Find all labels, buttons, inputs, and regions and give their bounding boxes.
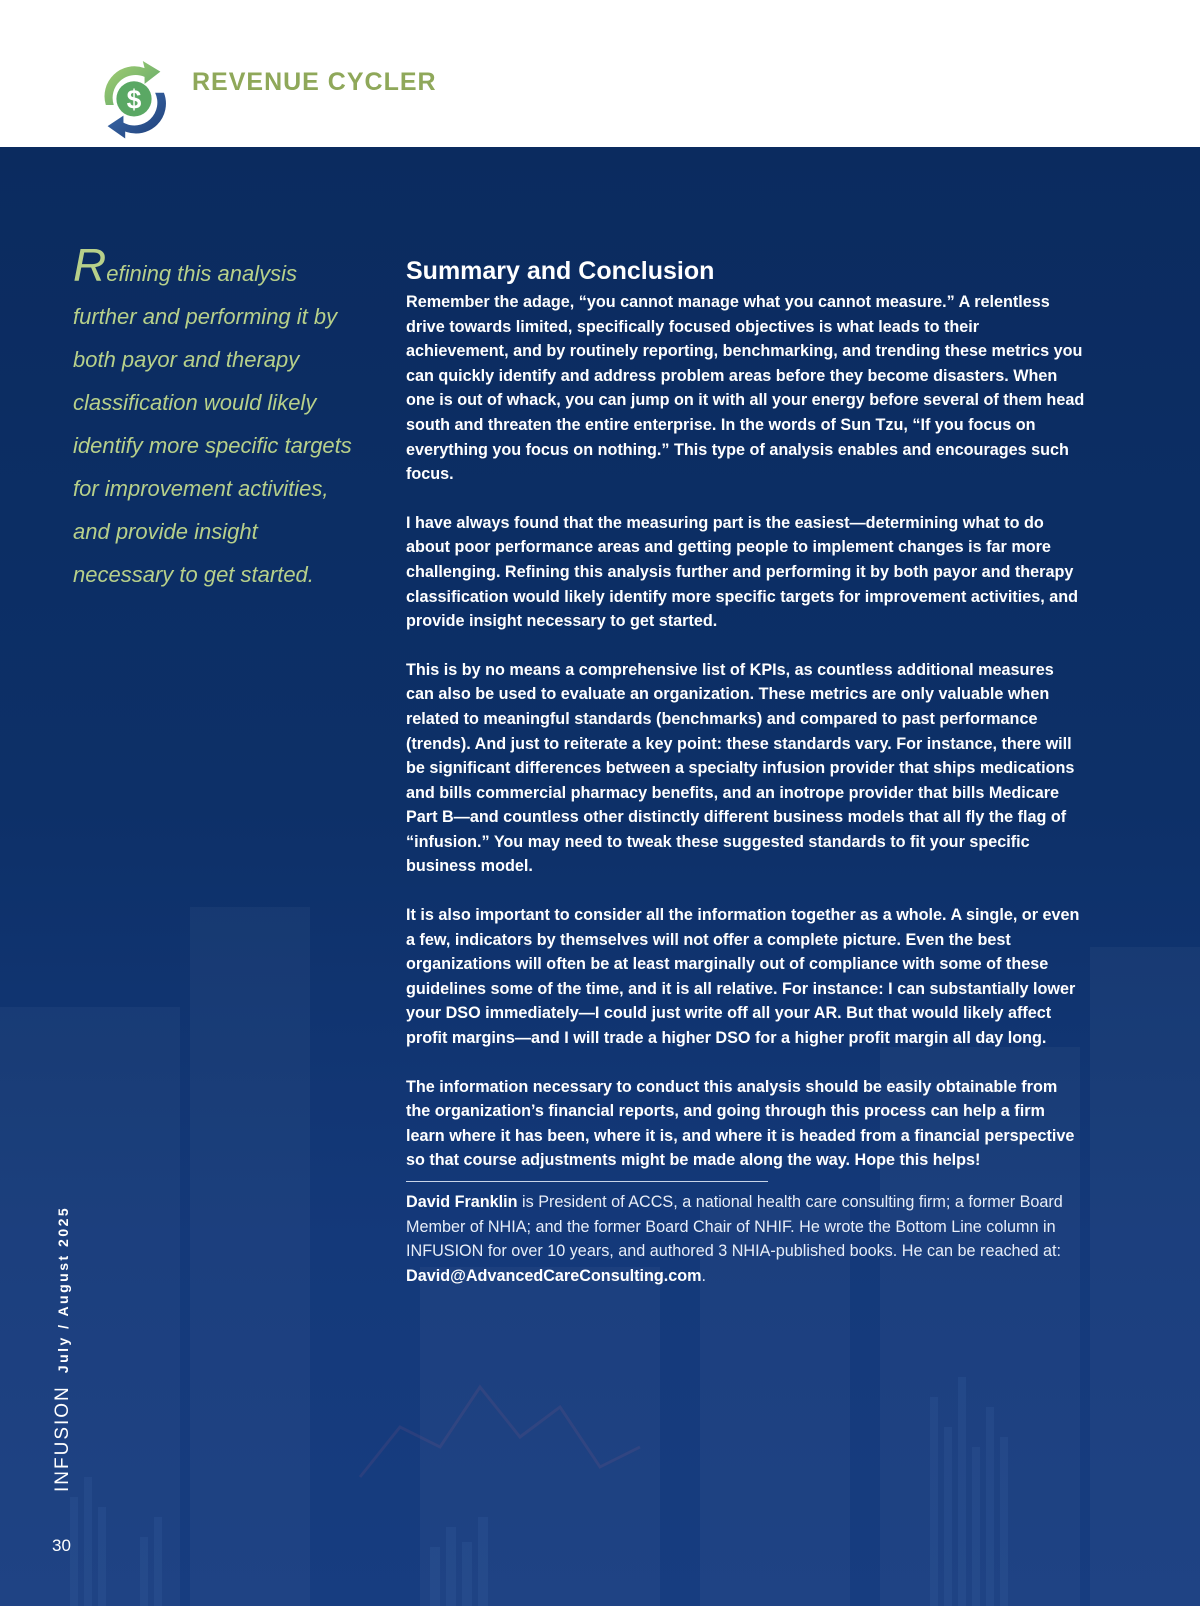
article-heading: Summary and Conclusion — [406, 257, 715, 285]
magazine-brand: INFUSION — [52, 1385, 73, 1492]
article-paragraph: It is also important to consider all the information together as a whole. A single, or even a few, indicators by themselves will not offer a complete picture. Even the best organizations will often be at least marginally out of compliance with some of these guidelines some of the time, and it is all relative. For instance: I can substantially lower your DSO immediately—I could just write off all your AR. But that would likely affect profit margins—and I will trade a higher DSO for a higher profit margin all day long. — [406, 906, 1080, 1048]
svg-text:$: $ — [126, 84, 142, 115]
section-title: REVENUE CYCLER — [192, 68, 437, 96]
article-paragraph: Remember the adage, “you cannot manage what you cannot measure.” A relentless drive towards limited, specifically focused objectives is what leads to their achievement, and by routinely reporting, benchmarking, and trending these metrics you can quickly identify and address problem areas before they become disasters. When one is out of whack, you can jump on it with all your energy before several of them head south and threaten the entire enterprise. In the words of Sun Tzu, “If you focus on everything you focus on nothing.” This type of analysis enables and encourages such focus. — [406, 293, 1085, 484]
page-number: 30 — [52, 1536, 71, 1555]
author-email-link[interactable]: David@AdvancedCareConsulting.com — [406, 1266, 702, 1285]
dollar-cycle-icon — [90, 54, 178, 142]
magazine-sidebar — [52, 1206, 74, 1492]
bio-text: is President of ACCS, a national health care consulting firm; a former Board Member of NHIA; and the former Board Chair of NHIF. He wrote the Bottom Line column in INFUSION for over 10 years, and authored 3 NHIA-published books. He can be reached at: — [406, 1193, 1063, 1261]
article-paragraph: I have always found that the measuring part is the easiest—determining what to do about poor performance areas and getting people to implement changes is far more challenging. Refining this analysis further and performing it by both payor and therapy classification would likely identify more specific targets for improvement activities, and provide insight necessary to get started. — [406, 513, 1078, 631]
author-bio — [406, 1190, 1086, 1288]
article-paragraph: The information necessary to conduct this analysis should be easily obtainable from the organization’s financial reports, and going through this process can help a firm learn where it has been, where it is, and where it is headed from a financial perspective so that course adjustments might be made along the way. Hope this helps! — [406, 1077, 1075, 1170]
pull-quote-text: efining this analysis further and performing it by both payor and therapy classification would likely identify more specific targets for improvement activities, and provide insight necessary to get started. — [73, 261, 352, 587]
pull-quote — [73, 239, 353, 596]
page-header — [0, 0, 1200, 147]
bio-divider — [406, 1181, 768, 1182]
article-body — [406, 256, 1086, 1288]
bio-end: . — [701, 1266, 707, 1285]
author-name: David Franklin — [406, 1193, 518, 1211]
pull-quote-initial: R — [73, 239, 107, 291]
issue-date: July / August 2025 — [55, 1205, 71, 1374]
article-paragraph: This is by no means a comprehensive list of KPIs, as countless additional measures can also be used to evaluate an organization. These metrics are only valuable when related to meaningful standards (benchmarks) and compared to past performance (trends). And just to reiterate a key point: these standards vary. For instance, there will be significant differences between a specialty infusion provider that ships medications and bills commercial pharmacy benefits, and an inotrope provider that bills Medicare Part B—and countless other distinctly different business models that all fly the flag of “infusion.” You may need to tweak these suggested standards to fit your specific business model. — [406, 660, 1075, 876]
